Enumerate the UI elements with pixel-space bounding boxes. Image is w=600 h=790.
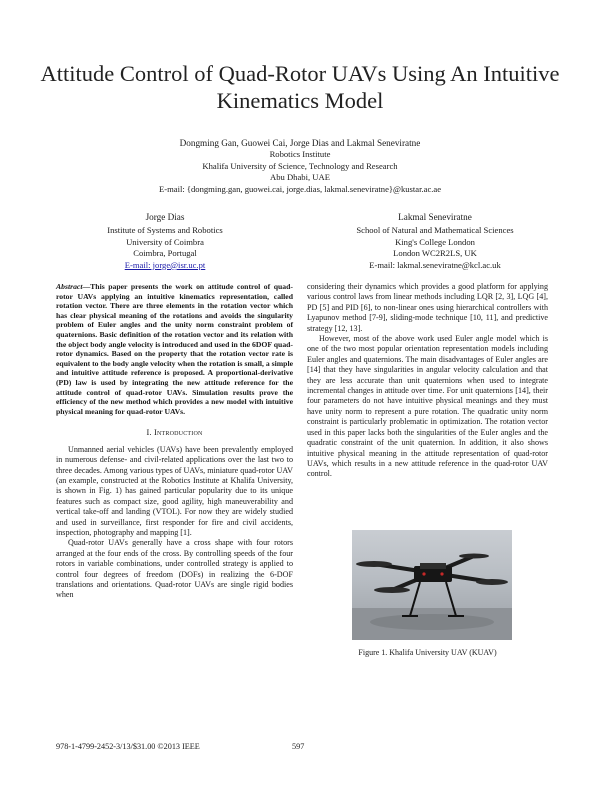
abstract-label: Abstract	[56, 282, 83, 291]
figure-quadrotor-photo	[352, 530, 512, 640]
right-column	[307, 282, 548, 480]
affiliation-line: Abu Dhabi, UAE	[270, 172, 330, 183]
section-heading	[56, 428, 293, 438]
affiliation-line: School of Natural and Mathematical Sciences	[356, 225, 514, 236]
drone-shadow	[370, 614, 494, 630]
author-block-right	[300, 212, 570, 271]
body-paragraph: Quad-rotor UAVs generally have a cross shape with four rotors arranged at the four ends of the cross. By controlling speeds of the four rotors in variable combinations, under controlled strategy is applied to control four degrees of freedom (DOFs) in realizing the 6-DOF translations and orientations. Quad-rotor UAVs are single rigid bodies when	[56, 538, 293, 600]
author-name: Lakmal Seneviratne	[398, 212, 472, 222]
affiliation-line: University of Coimbra	[126, 236, 204, 247]
author-names: Dongming Gan, Guowei Cai, Jorge Dias and Lakmal Seneviratne	[179, 138, 421, 148]
drone-top-plate	[420, 563, 446, 569]
body-paragraph: Unmanned aerial vehicles (UAVs) have been prevalently employed in numerous defense- and civil-related applications over the last two to three decades. Among various types of UAVs, miniature quad-rotor UAV (an example, constructed at the Robotics Institute at Khalifa University, is shown in Fig. 1) has gained particular popularity due to its unique features such as compact size, good agility, high maneuverability and vertical take-off and landing (VTOL). For now they are widely studied and used in surveillance, first responder for fire and civil accidents, inspection, photography and mapping [1].	[56, 444, 293, 537]
rotor-blade	[374, 587, 410, 593]
affiliation-line: Khalifa University of Science, Technology and Research	[202, 160, 398, 171]
copyright-footer: 978-1-4799-2452-3/13/$31.00 ©2013 IEEE	[56, 742, 200, 751]
page-number: 597	[292, 742, 305, 751]
paper-title: Attitude Control of Quad-Rotor UAVs Using An Intuitive Kinematics Model	[40, 61, 560, 113]
abstract-text: —This paper presents the work on attitude control of quad-rotor UAVs applying an intuitive kinematics representation, called rotation vector. There are three elements in the rotation vector which has clear physical meaning of the rotations and avoids the singularity problem of Euler angles and the unity norm constraint problem of quaternions. Basic definition of the rotation vector and its relation with the object body angle velocity is introduced and used in the 6DOF quad-rotor dynamics. Based on the property that the rotation vector rate is equivalent to the body angle velocity when the rotation is small, a simple and intuitive attitude reference is proposed. A proportional-derivative (PD) law is used by integrating the new attitude reference for the attitude control of quad-rotor UAVs. Simulation results prove the efficiency of the new method which provides a new model with intuitive physical meaning for quad-rotor UAVs.	[56, 282, 293, 416]
section-title: Introduction	[154, 428, 203, 438]
drone-led	[422, 572, 425, 575]
affiliation-line: Coimbra, Portugal	[133, 248, 197, 259]
section-number: I.	[146, 428, 152, 438]
left-column	[56, 282, 293, 601]
rotor-blade	[356, 561, 392, 567]
affiliation-line: King's College London	[395, 236, 475, 247]
author-name: Jorge Dias	[145, 212, 185, 222]
author-block-main	[40, 138, 560, 195]
body-paragraph: However, most of the above work used Euler angle model which is one of the two most popular orientation representation models including Euler angles and quaternions. The main disadvantages of Euler angles are [14] that they have singularities in angular velocity calculation and that they are less accurate than unit quaternions when used to integrate incremental changes in attitude over time. For unit quaternions [14], their four parameters do not have intuitive physical meanings and they must have unity norm to represent a pure rotation. The quadratic unity norm constraint is particularly problematic in optimization. The rotation vector used in this paper lacks both the singularities of the Euler angles and the quadratic constraint of the unit quaternion. In addition, it also shows intuitive physical meaning in the attitude representation of quad-rotor UAVs, which results in a new attitude reference in the quad-rotor UAV control.	[307, 334, 548, 479]
author-block-left	[45, 212, 285, 271]
drone-led	[440, 572, 443, 575]
affiliation-line: Institute of Systems and Robotics	[107, 225, 223, 236]
abstract	[56, 282, 293, 416]
rotor-blade	[476, 579, 508, 585]
affiliation-email: E-mail: {dongming.gan, guowei.cai, jorge.dias, lakmal.seneviratne}@kustar.ac.ae	[158, 183, 442, 194]
author-email-link[interactable]: E-mail: jorge@isr.uc.pt	[124, 259, 206, 270]
author-email: E-mail: lakmal.seneviratne@kcl.ac.uk	[369, 259, 501, 270]
quadrotor-drawing	[352, 530, 512, 640]
rotor-blade	[459, 554, 489, 559]
affiliation-line: London WC2R2LS, UK	[393, 248, 477, 259]
figure-caption: Figure 1. Khalifa University UAV (KUAV)	[358, 648, 497, 657]
body-paragraph: considering their dynamics which provides a good platform for applying various control laws from linear methods including LQR [2, 3], LQG [4], PD [5] and PID [6], to non-linear ones using hierarchical controllers with Lyapunov method [7-9], sliding-mode technique [10, 11], and predictive strategy [12, 13].	[307, 282, 548, 333]
affiliation-line: Robotics Institute	[269, 149, 331, 160]
